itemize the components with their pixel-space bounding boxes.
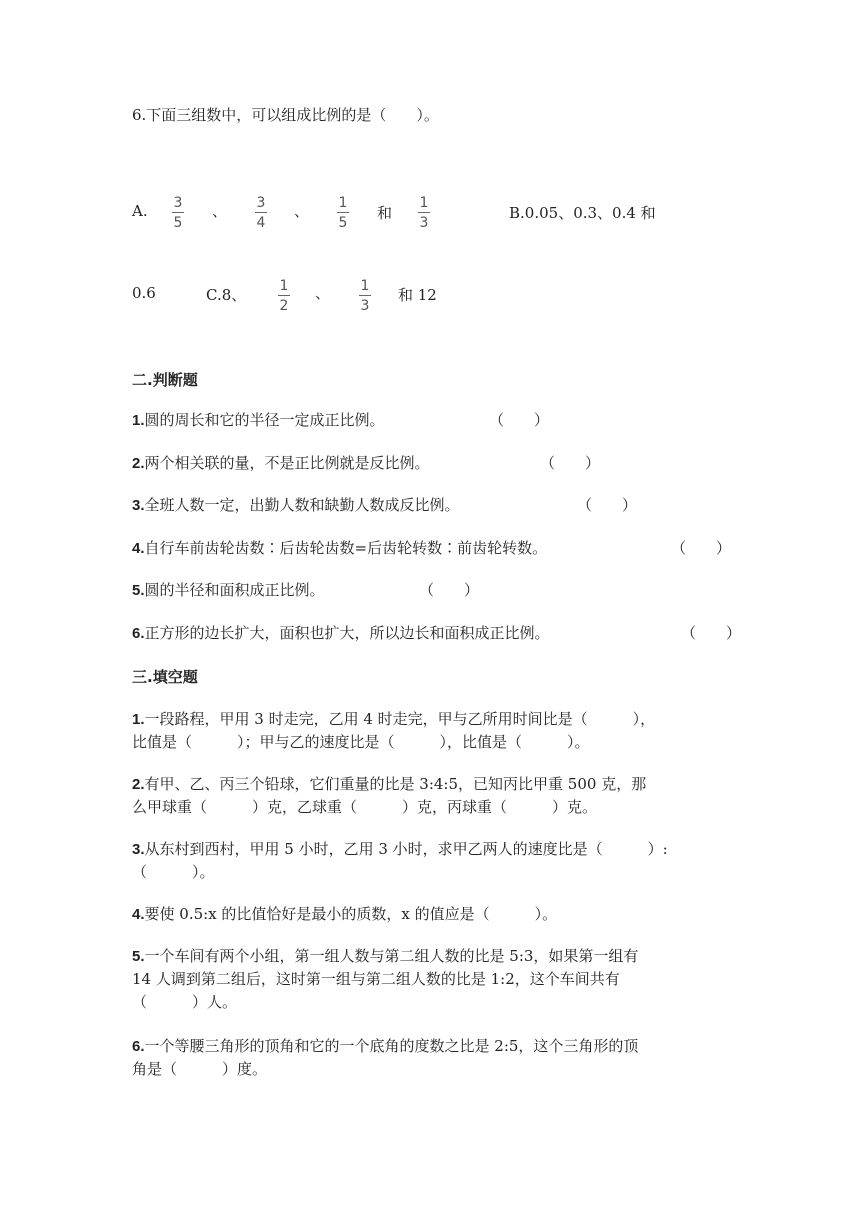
judgement-item: [132, 452, 430, 475]
question-6-text: 6.下面三组数中，可以组成比例的是（ ）。: [132, 106, 439, 124]
judgement-item: [132, 537, 547, 560]
fraction-a3: [337, 195, 349, 231]
fraction-numerator: 1: [360, 278, 370, 294]
item-text-line: 要使 0.5:x 的比值恰好是最小的质数，x 的值应是（ ）。: [144, 905, 558, 923]
item-number: 5.: [132, 582, 145, 599]
fraction-bar: [359, 295, 371, 296]
item-text-line: 14 人调到第二组后，这时第一组与第二组人数的比是 1:2，这个车间共有: [132, 970, 620, 988]
item-text-line: 一段路程，甲用 3 时走完，乙用 4 时走完，甲与乙所用时间比是（ ），: [144, 710, 656, 728]
fraction-a1: [172, 195, 184, 231]
item-text: 全班人数一定，出勤人数和缺勤人数成反比例。: [144, 496, 460, 514]
separator: 、: [294, 202, 310, 220]
fraction-a2: [255, 195, 267, 231]
item-number: 2.: [132, 455, 145, 472]
fraction-bar: [337, 212, 349, 213]
section-title-fill-blank: 三.填空题: [132, 668, 198, 686]
option-a-label: A.: [132, 202, 148, 220]
answer-blank[interactable]: （ ）: [671, 539, 732, 557]
option-c-label: C.8、: [206, 286, 247, 304]
option-b: B.0.05、0.3、0.4 和: [509, 204, 656, 222]
option-b-continued: 0.6: [132, 284, 156, 302]
item-text-line: 一个等腰三角形的顶角和它的一个底角的度数之比是 2:5，这个三角形的顶: [144, 1037, 639, 1055]
item-text: 圆的半径和面积成正比例。: [144, 581, 325, 599]
item-text: 自行车前齿轮齿数∶后齿轮齿数=后齿轮转数∶前齿轮转数。: [144, 539, 548, 557]
fraction-denominator: 5: [173, 215, 183, 231]
fraction-denominator: 3: [360, 298, 370, 314]
fraction-numerator: 1: [338, 195, 348, 211]
item-number: 6.: [132, 1038, 145, 1055]
fraction-numerator: 1: [419, 195, 429, 211]
item-text-line: 从东村到西村，甲用 5 小时，乙用 3 小时，求甲乙两人的速度比是（ ）:: [144, 840, 668, 858]
item-text-line: 么甲球重（ ）克，乙球重（ ）克，丙球重（ ）克。: [132, 798, 598, 816]
judgement-item: [132, 409, 385, 432]
item-number: 1.: [132, 412, 145, 429]
answer-blank[interactable]: （ ）: [540, 454, 601, 472]
item-number: 6.: [132, 625, 145, 642]
item-text-line: 比值是（ ）；甲与乙的速度比是（ ），比值是（ ）。: [132, 733, 590, 751]
fraction-numerator: 3: [173, 195, 183, 211]
fraction-numerator: 1: [279, 278, 289, 294]
item-text: 正方形的边长扩大，面积也扩大，所以边长和面积成正比例。: [144, 624, 550, 642]
item-text: 两个相关联的量，不是正比例就是反比例。: [144, 454, 430, 472]
separator: 、: [212, 202, 228, 220]
fill-item-3: [132, 838, 668, 884]
fill-item-6: [132, 1035, 638, 1081]
fraction-denominator: 2: [279, 298, 289, 314]
and-word: 和: [377, 204, 393, 222]
fraction-denominator: 5: [338, 215, 348, 231]
item-number: 5.: [132, 948, 145, 965]
judgement-item: [132, 579, 325, 602]
fraction-numerator: 3: [256, 195, 266, 211]
separator: 、: [315, 284, 331, 302]
fraction-denominator: 3: [419, 215, 429, 231]
item-number: 3.: [132, 497, 145, 514]
answer-blank[interactable]: （ ）: [419, 581, 480, 599]
fraction-a4: [418, 195, 430, 231]
item-number: 4.: [132, 540, 145, 557]
item-text-line: 一个车间有两个小组，第一组人数与第二组人数的比是 5:3，如果第一组有: [144, 947, 639, 965]
fill-item-2: [132, 773, 646, 819]
fraction-bar: [172, 212, 184, 213]
answer-blank[interactable]: （ ）: [681, 624, 742, 642]
item-number: 4.: [132, 906, 145, 923]
item-number: 2.: [132, 776, 145, 793]
item-text: 圆的周长和它的半径一定成正比例。: [144, 411, 385, 429]
item-number: 1.: [132, 711, 145, 728]
item-number: 3.: [132, 841, 145, 858]
fraction-bar: [255, 212, 267, 213]
judgement-item: [132, 494, 460, 517]
fraction-c1: [278, 278, 290, 314]
fill-item-4: [132, 903, 557, 926]
and-12: 和 12: [398, 286, 437, 304]
fill-item-5: [132, 945, 638, 1014]
item-text-line: （ ）人。: [132, 993, 238, 1011]
section-title-judgement: 二.判断题: [132, 371, 198, 389]
fraction-denominator: 4: [256, 215, 266, 231]
item-text-line: （ ）。: [132, 863, 215, 881]
fill-item-1: [132, 708, 655, 754]
item-text-line: 角是（ ）度。: [132, 1060, 268, 1078]
fraction-bar: [418, 212, 430, 213]
fraction-c2: [359, 278, 371, 314]
fraction-bar: [278, 295, 290, 296]
answer-blank[interactable]: （ ）: [577, 496, 638, 514]
question-6-stem: [132, 104, 439, 127]
answer-blank[interactable]: （ ）: [489, 411, 550, 429]
item-text-line: 有甲、乙、丙三个铅球，它们重量的比是 3:4:5，已知丙比甲重 500 克，那: [144, 775, 647, 793]
judgement-item: [132, 622, 550, 645]
